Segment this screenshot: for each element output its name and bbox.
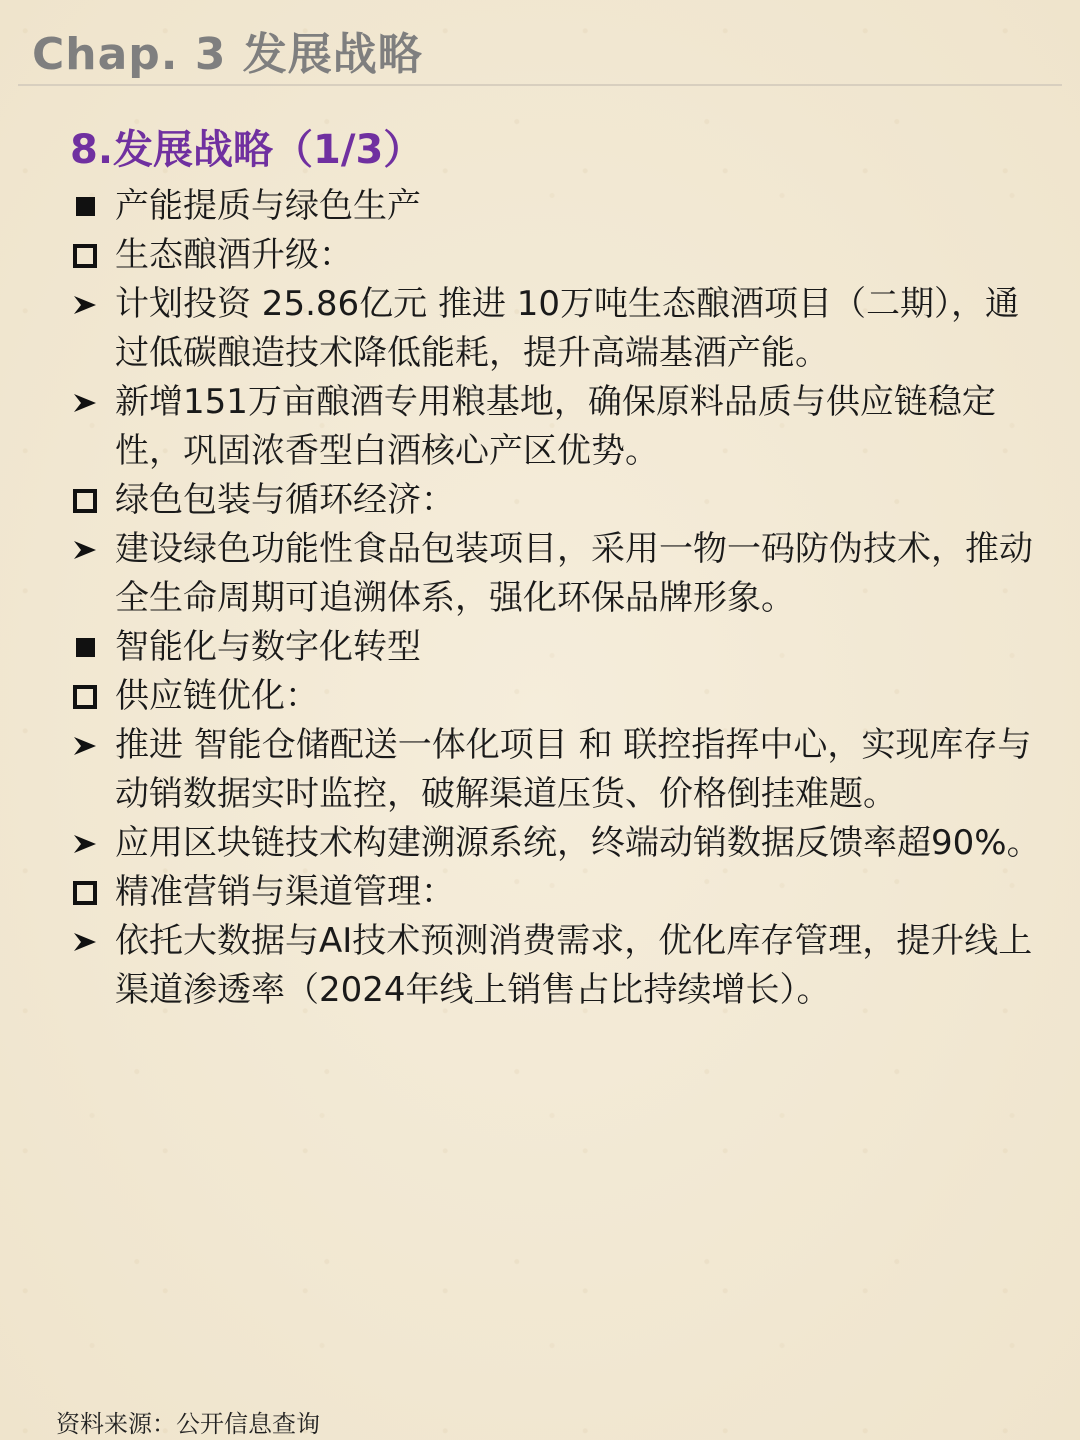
- hollow-square-icon: [68, 231, 102, 280]
- list-item-text: 应用区块链技术构建溯源系统，终端动销数据反馈率超90%。: [115, 823, 1041, 863]
- arrow-bullet-icon: [68, 721, 102, 770]
- list-item: [68, 868, 1043, 917]
- hollow-square-icon: [68, 672, 102, 721]
- list-item: [68, 819, 1043, 868]
- list-item-text: 绿色包装与循环经济：: [115, 480, 455, 520]
- list-item: [68, 721, 1043, 819]
- filled-square-icon: [68, 623, 102, 672]
- arrow-bullet-icon: [68, 819, 102, 868]
- hollow-square-icon: [68, 868, 102, 917]
- list-item: [68, 476, 1043, 525]
- source-note: 资料来源：公开信息查询: [56, 1410, 320, 1438]
- arrow-bullet-icon: [68, 525, 102, 574]
- list-item: [68, 280, 1043, 378]
- arrow-bullet-icon: [68, 378, 102, 427]
- arrow-bullet-icon: [68, 917, 102, 966]
- list-item-text: 精准营销与渠道管理：: [115, 872, 455, 912]
- list-item-text: 新增151万亩酿酒专用粮基地，确保原料品质与供应链稳定性，巩固浓香型白酒核心产区优势。: [115, 382, 996, 471]
- filled-square-icon: [68, 182, 102, 231]
- section-title: 8.发展战略（1/3）: [70, 127, 424, 173]
- list-item: [68, 182, 1043, 231]
- list-item: [68, 917, 1043, 1015]
- list-item: [68, 378, 1043, 476]
- hollow-square-icon: [68, 476, 102, 525]
- list-item: [68, 623, 1043, 672]
- arrow-bullet-icon: [68, 280, 102, 329]
- list-item-text: 建设绿色功能性食品包装项目，采用一物一码防伪技术，推动全生命周期可追溯体系，强化环保品牌形象。: [115, 529, 1033, 618]
- list-item: [68, 672, 1043, 721]
- list-item-text: 计划投资 25.86亿元 推进 10万吨生态酿酒项目（二期），通过低碳酿造技术降低能耗，提升高端基酒产能。: [115, 284, 1020, 373]
- list-item-text: 智能化与数字化转型: [115, 627, 421, 667]
- strategy-list: [68, 182, 1043, 1015]
- list-item-text: 产能提质与绿色生产: [115, 186, 421, 226]
- list-item-text: 推进 智能仓储配送一体化项目 和 联控指挥中心，实现库存与动销数据实时监控，破解渠道压货、价格倒挂难题。: [115, 725, 1032, 814]
- header-divider: [18, 84, 1062, 86]
- list-item: [68, 231, 1043, 280]
- chapter-header: Chap. 3 发展战略: [32, 29, 423, 80]
- list-item-text: 供应链优化：: [115, 676, 319, 716]
- list-item-text: 生态酿酒升级：: [115, 235, 353, 275]
- list-item: [68, 525, 1043, 623]
- list-item-text: 依托大数据与AI技术预测消费需求，优化库存管理，提升线上渠道渗透率（2024年线上销售占比持续增长）。: [115, 921, 1033, 1010]
